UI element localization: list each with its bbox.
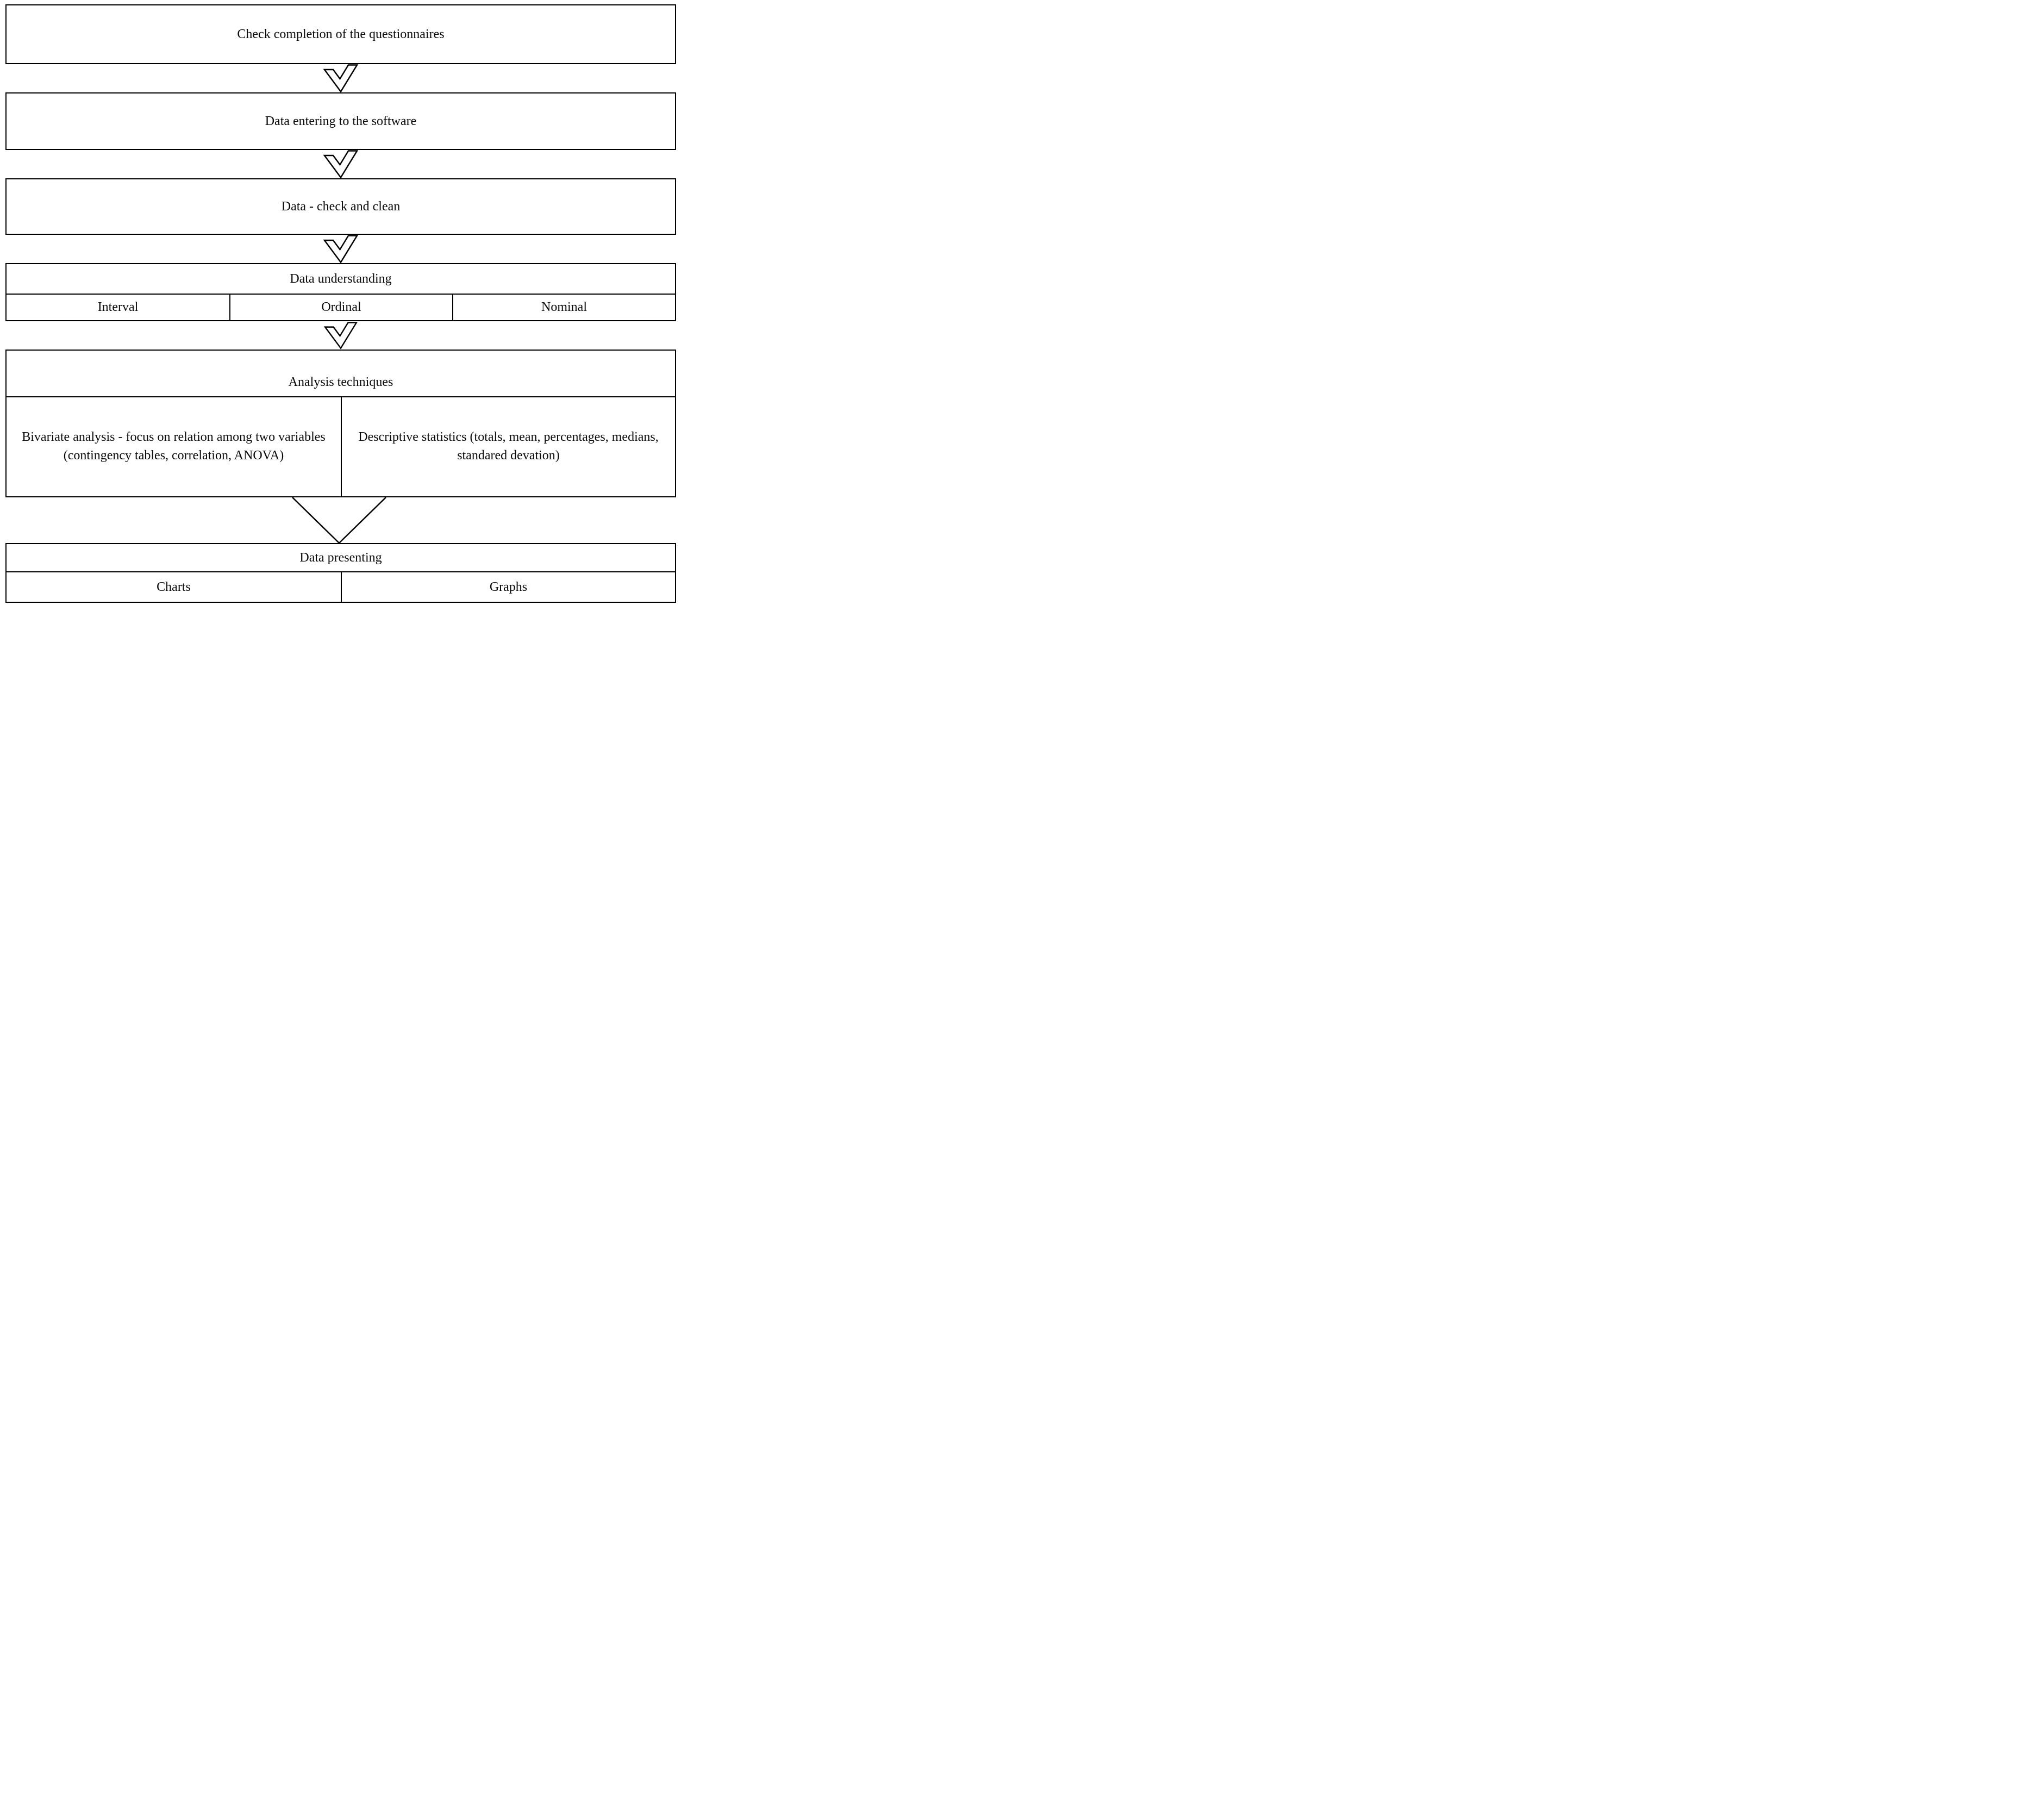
cell-descriptive-statistics: Descriptive statistics (totals, mean, percentages, medians, standared devation) xyxy=(341,396,675,496)
flow-box-check-clean xyxy=(5,178,676,235)
cell-ordinal: Ordinal xyxy=(229,294,452,320)
data-understanding-columns xyxy=(7,294,675,320)
down-arrow-icon xyxy=(321,150,361,178)
cell-interval: Interval xyxy=(7,294,229,320)
analysis-techniques-cells xyxy=(7,396,675,496)
down-arrow-icon xyxy=(321,64,361,92)
flow-connector-5 xyxy=(5,497,676,543)
flow-connector-2 xyxy=(5,150,676,178)
flow-connector-4 xyxy=(5,321,676,350)
flow-box-check-clean-label: Data - check and clean xyxy=(281,199,401,214)
cell-bivariate-analysis: Bivariate analysis - focus on relation among two variables (contingency tables, correlation, ANOVA) xyxy=(7,396,341,496)
flow-box-check-completion xyxy=(5,4,676,64)
flow-box-analysis-techniques xyxy=(5,350,676,497)
flow-connector-1 xyxy=(5,64,676,92)
data-understanding-title: Data understanding xyxy=(290,271,392,286)
flow-box-check-completion-label: Check completion of the questionnaires xyxy=(237,27,445,41)
data-presenting-title: Data presenting xyxy=(299,550,382,565)
cell-nominal: Nominal xyxy=(452,294,675,320)
flow-box-data-entering xyxy=(5,92,676,150)
down-arrow-icon xyxy=(321,235,361,263)
flow-box-data-entering-label: Data entering to the software xyxy=(265,114,417,128)
converging-v-arrow-icon xyxy=(5,497,676,543)
flow-box-data-understanding xyxy=(5,263,676,321)
flowchart-canvas xyxy=(0,0,682,605)
flow-connector-3 xyxy=(5,235,676,263)
cell-graphs: Graphs xyxy=(341,571,675,602)
cell-charts: Charts xyxy=(7,571,341,602)
data-presenting-columns xyxy=(7,571,675,602)
flow-box-data-presenting xyxy=(5,543,676,603)
down-arrow-icon xyxy=(321,322,361,349)
analysis-techniques-title: Analysis techniques xyxy=(288,375,393,389)
